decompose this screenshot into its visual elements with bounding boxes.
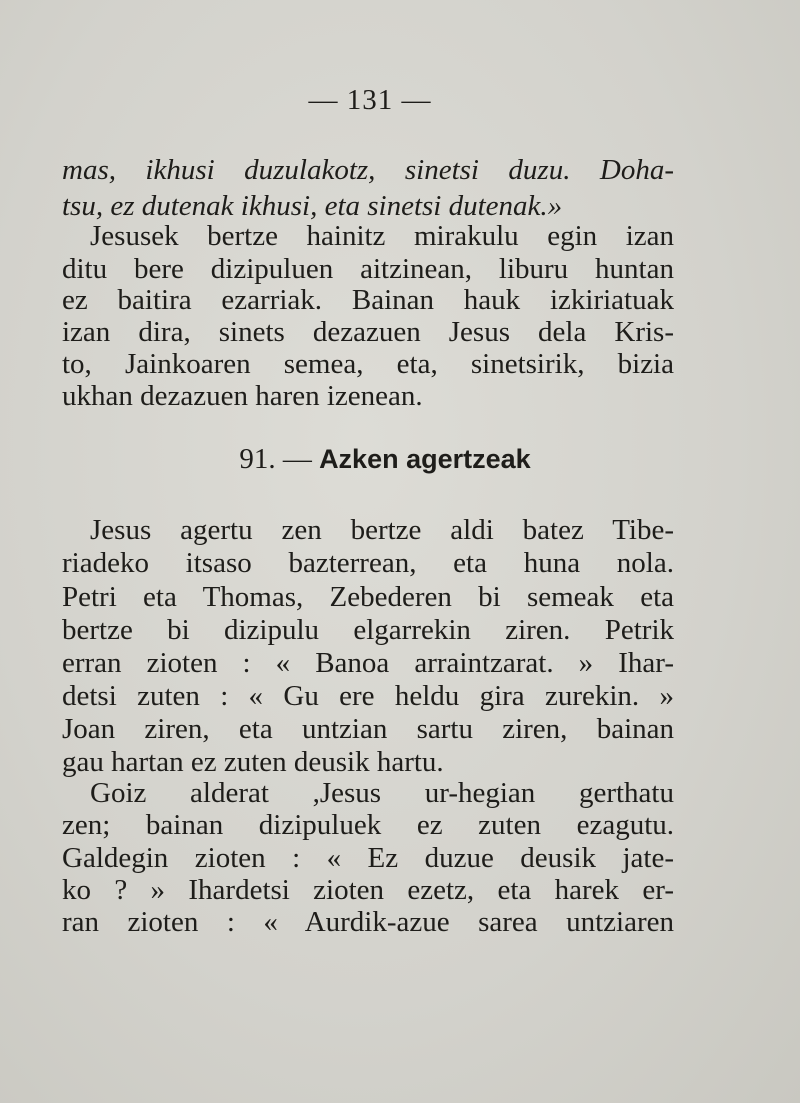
section-title: Azken agertzeak: [319, 444, 531, 474]
text-line: Galdegin zioten : « Ez duzue deusik jate-: [62, 842, 674, 874]
section-heading: [0, 443, 770, 476]
text-line: ukhan dezazuen haren izenean.: [62, 380, 423, 412]
text-line: erran zioten : « Banoa arraintzarat. » Ihar-: [62, 647, 674, 679]
text-line: tsu, ez dutenak ikhusi, eta sinetsi dutenak.»: [62, 190, 563, 222]
text-line: ran zioten : « Aurdik-azue sarea untziaren: [62, 906, 674, 938]
section-number: 91.: [239, 443, 276, 475]
text-line: izan dira, sinets dezazuen Jesus dela Kris-: [62, 316, 674, 348]
text-line: bertze bi dizipulu elgarrekin ziren. Petrik: [62, 614, 674, 646]
text-line: ez baitira ezarriak. Bainan hauk izkiriatuak: [62, 284, 674, 316]
section-dash: —: [282, 443, 312, 475]
text-line: Goiz alderat ,Jesus ur-hegian gerthatu: [90, 777, 674, 809]
text-line: ko ? » Ihardetsi zioten ezetz, eta harek er-: [62, 874, 674, 906]
text-line: riadeko itsaso bazterrean, eta huna nola.: [62, 547, 674, 579]
text-line: mas, ikhusi duzulakotz, sinetsi duzu. Doha-: [62, 154, 674, 186]
text-line: Jesusek bertze hainitz mirakulu egin izan: [90, 220, 674, 252]
text-line: zen; bainan dizipuluek ez zuten ezagutu.: [62, 809, 674, 841]
text-line: gau hartan ez zuten deusik hartu.: [62, 746, 444, 778]
text-line: ditu bere dizipuluen aitzinean, liburu huntan: [62, 253, 674, 285]
text-line: Petri eta Thomas, Zebederen bi semeak eta: [62, 581, 674, 613]
page-number: — 131 —: [308, 84, 432, 116]
text-line: to, Jainkoaren semea, eta, sinetsirik, bizia: [62, 348, 674, 380]
text-line: detsi zuten : « Gu ere heldu gira zurekin. »: [62, 680, 674, 712]
text-line: Jesus agertu zen bertze aldi batez Tibe-: [90, 514, 674, 546]
text-line: Joan ziren, eta untzian sartu ziren, bainan: [62, 713, 674, 745]
